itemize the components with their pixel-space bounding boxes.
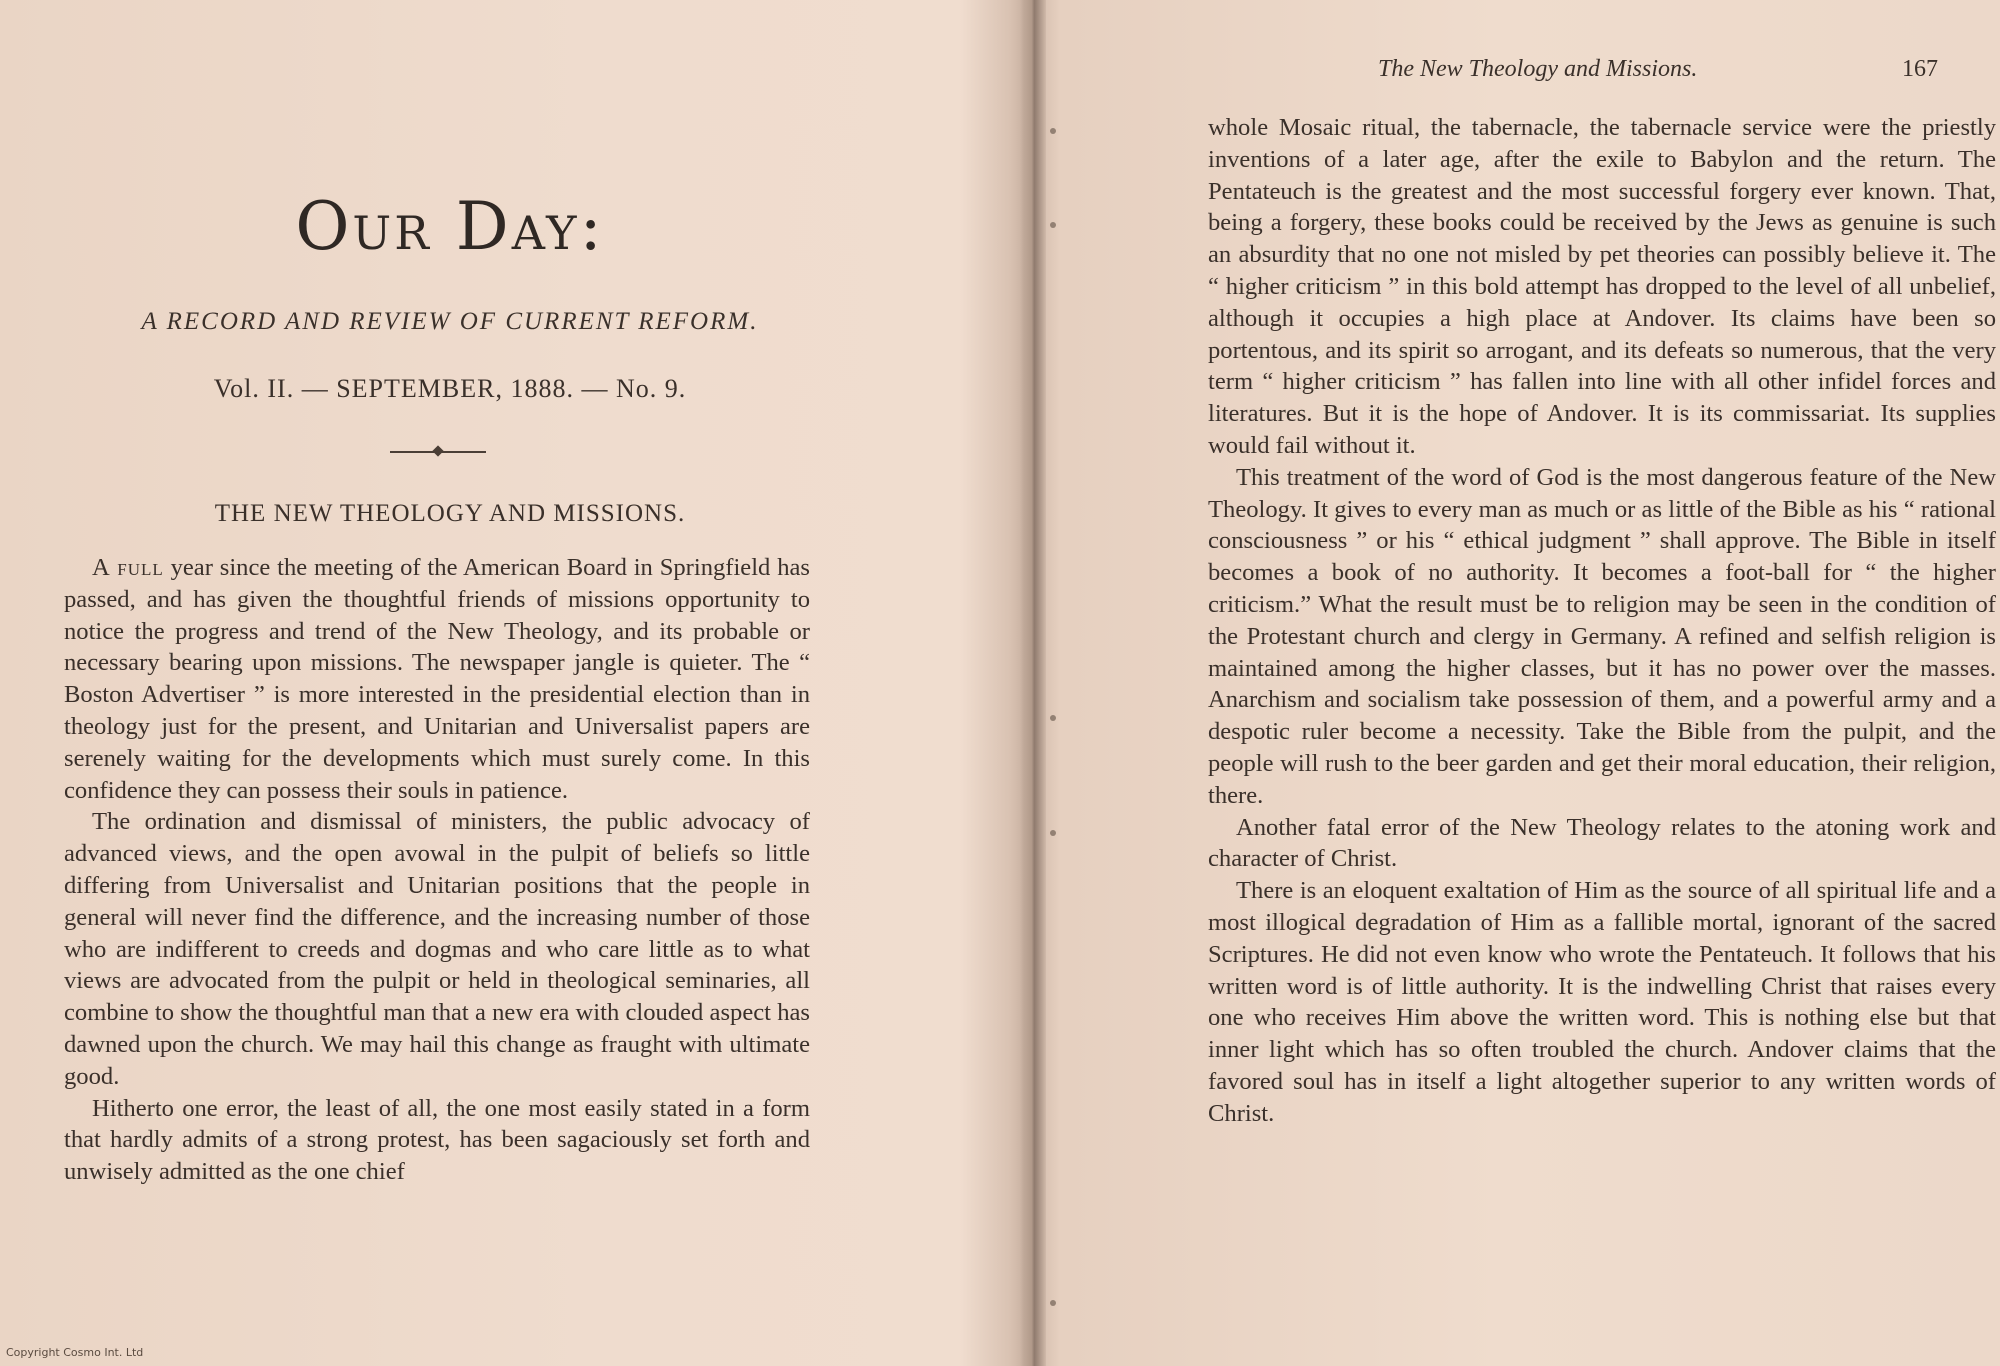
volume-line: Vol. II. — SEPTEMBER, 1888. — No. 9. — [213, 374, 687, 403]
page-number: 167 — [1902, 56, 1938, 82]
article-headline: THE NEW THEOLOGY AND MISSIONS. — [214, 500, 686, 527]
paragraph: Another fatal error of the New Theology relates to the atoning work and character of Christ. — [1208, 813, 1996, 873]
copyright-notice: Copyright Cosmo Int. Ltd — [6, 1346, 144, 1359]
paragraph: There is an eloquent exaltation of Him as the source of all spiritual life and a most illogical degradation of Him as a fallible mortal, ignorant of the sacred Scriptures. He did not even know who wrote the Pentateuch. It follows that his written word is of little authority. It is the indwelling Christ that raises every one who receives Him above the written word. This is nothing else but that inner light which has so often troubled the church. Andover claims that the favored soul has in itself a light altogether superior to any written words of Christ. — [1208, 877, 1996, 1127]
running-head-title: The New Theology and Missions. — [1378, 56, 1698, 82]
running-head — [1378, 56, 1938, 83]
left-body-text — [64, 552, 810, 1188]
journal-masthead: Our Day: — [295, 188, 605, 265]
paragraph-text: year since the meeting of the American Board in Springfield has passed, and has given the thoughtful friends of missions opportunity to notice the progress and trend of the New Theology, and its probable or necessary bearing upon missions. The newspaper jangle is quieter. The “ Boston Advertiser ” is more interested in the presidential election than in theology just for the present, and Unitarian and Universalist papers are serenely waiting for the developments which must surely come. In this confidence they can possess their souls in patience. — [64, 554, 810, 804]
paragraph-lead: A full — [92, 554, 164, 581]
paragraph — [64, 552, 810, 806]
ornamental-rule-dot — [432, 445, 443, 456]
paragraph: This treatment of the word of God is the most dangerous feature of the New Theology. It gives to every man as much or as little of the Bible as his “ rational consciousness ” or his “ ethical judgment ” shall approve. The Bible in itself becomes a book of no authority. It becomes a foot-ball for “ the higher criticism.” What the result must be to religion may be seen in the condition of the Protestant church and clergy in Germany. A refined and selfish religion is maintained among the higher classes, but it has no power over the masses. Anarchism and socialism take possession of them, and a powerful army and a despotic ruler become a necessity. Take the Bible from the pulpit, and the people will rush to the beer garden and get their moral education, their religion, there. — [1208, 463, 1996, 809]
paragraph: The ordination and dismissal of ministers, the public advocacy of advanced views, and the open avowal in the pulpit of beliefs so little differing from Universalist and Unitarian positions that the people in general will never find the difference, and the increasing number of those who are indifferent to creeds and dogmas and who care little as to what views are advocated from the pulpit or held in theological seminaries, all combine to show the thoughtful man that a new era with clouded aspect has dawned upon the church. We may hail this change as fraught with ultimate good. — [64, 808, 810, 1090]
right-body-text — [1208, 112, 1996, 1130]
right-page — [1046, 0, 2000, 1366]
paragraph: whole Mosaic ritual, the tabernacle, the tabernacle service were the priestly inventions of a later age, after the exile to Babylon and the return. The Pentateuch is the greatest and the most successful forgery ever known. That, being a forgery, these books could be received by the Jews as genuine is such an absurdity that no one not misled by pet theories can possibly believe it. The “ higher criticism ” in this bold attempt has dropped to the level of all unbelief, although it occupies a high place at Andover. Its claims have been so portentous, and its spirit so arrogant, and its defeats so numerous, that the very term “ higher criticism ” has fallen into line with all other infidel forces and literatures. But it is the hope of Andover. It is its commissariat. Its supplies would fail without it. — [1208, 114, 1996, 459]
paragraph: Hitherto one error, the least of all, the one most easily stated in a form that hardly admits of a strong protest, has been sagaciously set forth and unwisely admitted as the one chief — [64, 1094, 810, 1186]
journal-subtitle: A RECORD AND REVIEW OF CURRENT REFORM. — [141, 308, 759, 335]
book-gutter — [1020, 0, 1046, 1366]
